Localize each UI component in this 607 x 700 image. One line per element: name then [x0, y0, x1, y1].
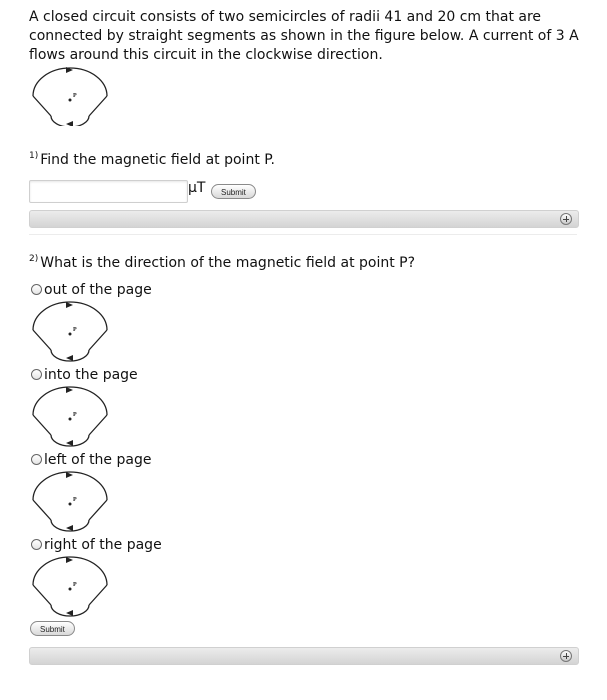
- option-into-page[interactable]: [31, 367, 138, 383]
- option-3-figure: [29, 470, 111, 532]
- radio-button-icon[interactable]: [31, 369, 42, 380]
- outer-semicircle: [33, 68, 107, 96]
- option-2-point-label: P: [73, 412, 77, 418]
- circuit-figure: [29, 66, 111, 126]
- unit-label: μT: [188, 180, 206, 196]
- option-label: right of the page: [44, 537, 162, 553]
- feedback-bar-q1[interactable]: [29, 210, 579, 228]
- option-3-point-label: P: [73, 497, 77, 503]
- submit-button-q2[interactable]: Submit: [30, 621, 75, 636]
- problem-statement: A closed circuit consists of two semicircles of radii 41 and 20 cm that are connected by straight segments as shown in the figure below. A current of 3 A flows around this circuit in the clockwise direction.: [29, 9, 579, 63]
- option-out-of-page[interactable]: [31, 282, 152, 298]
- radio-button-icon[interactable]: [31, 454, 42, 465]
- option-left-of-page[interactable]: [31, 452, 151, 468]
- point-p-label: P: [73, 93, 77, 99]
- point-p: [69, 99, 72, 102]
- question-2-title: [29, 255, 415, 271]
- left-segment: [33, 96, 51, 116]
- option-2-figure: [29, 385, 111, 447]
- radio-button-icon[interactable]: [31, 284, 42, 295]
- option-label: left of the page: [44, 452, 152, 468]
- option-1-figure: [29, 300, 111, 362]
- plus-circle-icon[interactable]: [560, 650, 572, 662]
- question-2-number: 2): [29, 254, 39, 264]
- feedback-bar-q2[interactable]: [29, 647, 579, 665]
- question-1-text: Find the magnetic field at point P.: [40, 152, 275, 168]
- option-4-figure: [29, 555, 111, 617]
- right-segment: [89, 96, 107, 116]
- radio-button-icon[interactable]: [31, 539, 42, 550]
- current-arrow-bottom: [66, 121, 73, 126]
- option-right-of-page[interactable]: [31, 537, 162, 553]
- plus-circle-icon[interactable]: [560, 213, 572, 225]
- question-2-text: What is the direction of the magnetic field at point P?: [40, 255, 416, 271]
- option-4-point-label: P: [73, 582, 77, 588]
- question-1-title: [29, 152, 275, 168]
- separator: [29, 234, 577, 235]
- option-1-point-label: P: [73, 327, 77, 333]
- answer-input[interactable]: [29, 180, 188, 203]
- submit-button-q1[interactable]: Submit: [211, 184, 256, 199]
- question-1-number: 1): [29, 151, 39, 161]
- option-label: out of the page: [44, 282, 152, 298]
- option-label: into the page: [44, 367, 138, 383]
